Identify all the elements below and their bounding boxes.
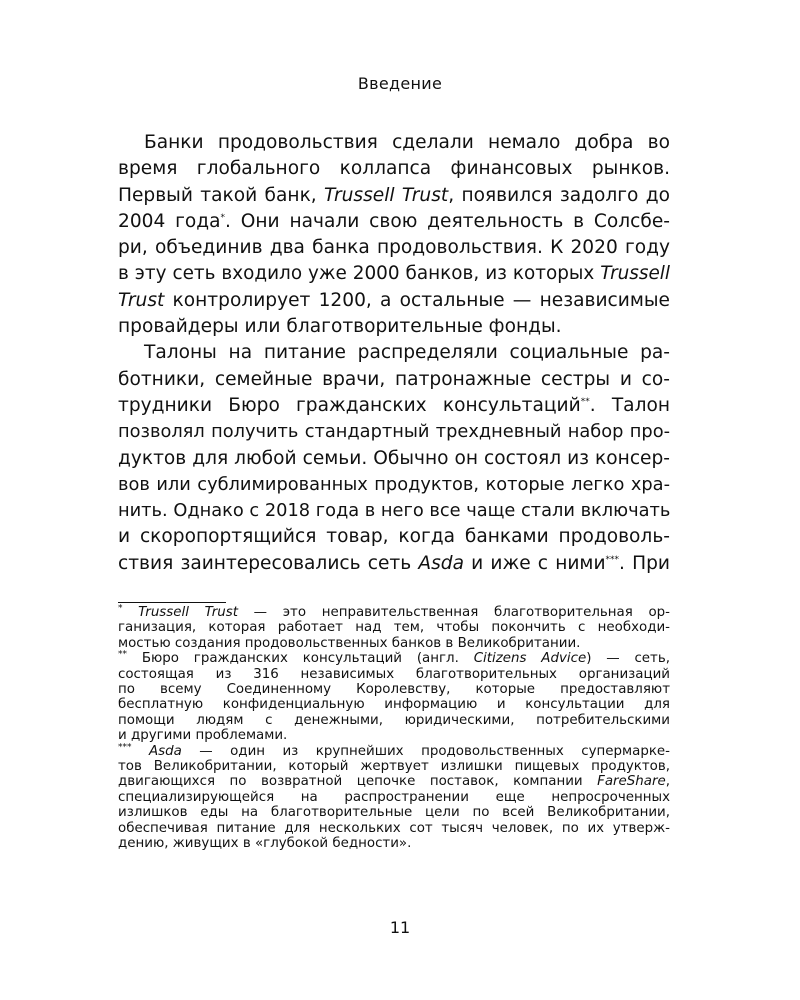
organization-name: Asda <box>418 552 464 574</box>
footnote-line: по всему Соединенному Королевству, которые предоставляют <box>118 682 670 698</box>
footnote-line: ганизация, которая работает над тем, чтобы покончить с необходи- <box>118 620 670 636</box>
footnote-marker: *** <box>605 554 620 565</box>
page-number: 11 <box>389 918 411 937</box>
text-line: ри, объединив два банка продовольствия. К 2020 году <box>118 237 670 259</box>
footnote-line: * Trussell Trust — это неправительственная благотворительная ор- <box>118 603 670 620</box>
footnote-marker: ** <box>118 649 127 660</box>
text-line: ботники, семейные врачи, патронажные сестры и со- <box>118 368 670 390</box>
text-line: дуктов для любой семьи. Обычно он состоял из консер- <box>118 447 670 469</box>
footnote-divider <box>118 602 226 603</box>
footnote-marker: *** <box>118 742 132 753</box>
text-line: провайдеры или благотворительные фонды. <box>118 316 562 338</box>
text-line: вов или сублимированных продуктов, которые легко хра- <box>118 473 670 495</box>
text-line: 2004 года*. Они начали свою деятельность в Солсбе- <box>118 210 670 232</box>
footnote-marker: * <box>220 212 226 223</box>
footnote-2 <box>118 651 670 743</box>
text-line: время глобального коллапса финансовых рынков. <box>118 158 670 180</box>
text-line: позволял получить стандартный трехдневный набор про- <box>118 421 670 443</box>
running-title: Введение <box>357 74 443 93</box>
organization-name: Trussell <box>600 263 670 285</box>
footnote-line: специализирующейся на распространении еще непросроченных <box>118 789 670 805</box>
main-text <box>118 130 670 577</box>
text-line: Trust контролирует 1200, а остальные — независимые <box>118 289 670 311</box>
footnote-1 <box>118 605 670 651</box>
organization-name: Trust <box>118 289 165 311</box>
footnote-marker: ** <box>580 396 590 407</box>
paragraph-2 <box>118 340 670 577</box>
footnotes <box>118 605 670 852</box>
footnote-3 <box>118 744 670 852</box>
organization-name: Trussell Trust <box>324 184 449 206</box>
footnote-line: излишков еды на благотворительные цели по всей Великобритании, <box>118 805 670 821</box>
text-line: в эту сеть входило уже 2000 банков, из которых Trussell <box>118 263 670 285</box>
text-line: нить. Однако с 2018 года в него все чаще стали включать <box>118 500 671 522</box>
footnote-line: помощи людям с денежными, юридическими, потребительскими <box>118 712 670 728</box>
footnote-line: мостью создания продовольственных банков в Великобритании. <box>118 635 581 651</box>
text-line: Первый такой банк, Trussell Trust, появился задолго до <box>118 184 670 206</box>
text-line: трудники Бюро гражданских консультаций**. Талон <box>118 394 670 416</box>
footnote-line: бесплатную конфиденциальную информацию и консультации для <box>118 697 670 713</box>
footnote-line: и другими проблемами. <box>118 728 288 744</box>
text-line: и скоропортящийся товар, когда банками продоволь- <box>118 526 670 548</box>
footnote-line: дению, живущих в «глубокой бедности». <box>118 836 412 852</box>
text-line: Банки продовольствия сделали немало добра во <box>144 132 670 153</box>
footnote-line: состоящая из 316 независимых благотворительных организаций <box>118 666 670 682</box>
footnote-line: обеспечивая питание для нескольких сот тысяч человек, по их утверж- <box>118 820 670 836</box>
footnote-line: тов Великобритании, который жертвует излишки пищевых продуктов, <box>118 759 670 775</box>
paragraph-1 <box>118 130 670 340</box>
footnote-marker: * <box>118 603 123 614</box>
text-line: Талоны на питание распределяли социальные ра- <box>144 342 670 364</box>
text-line: ствия заинтересовались сеть Asda и иже с ними***. При <box>118 552 670 574</box>
footnote-line: ** Бюро гражданских консультаций (англ. Citizens Advice) — сеть, <box>118 649 670 667</box>
footnote-line: двигающихся по возвратной цепочке поставок, компании FareShare, <box>118 774 670 790</box>
footnote-line: *** Asda — один из крупнейших продовольственных супермарке- <box>118 742 671 759</box>
